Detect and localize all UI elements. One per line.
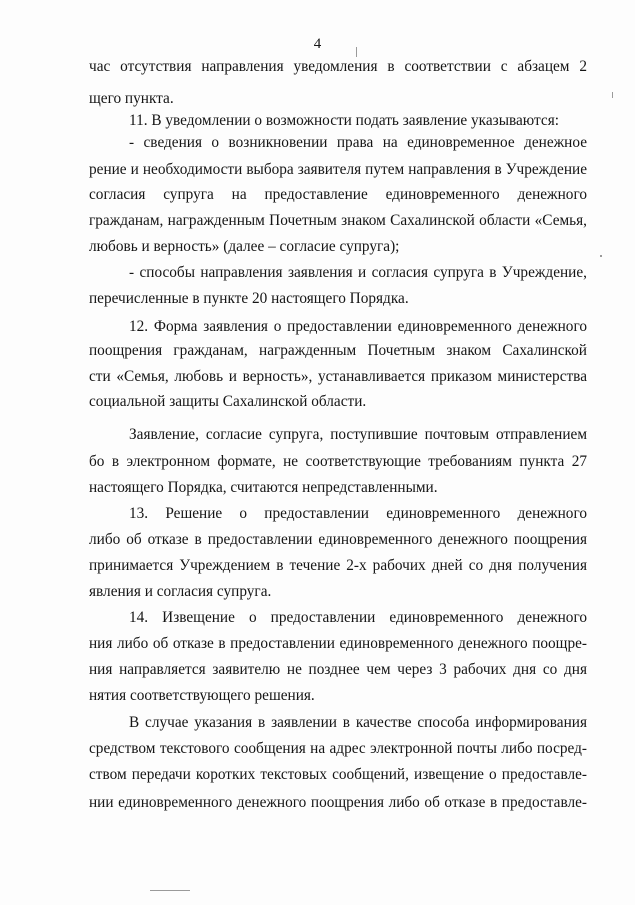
text-line: ния направляется заявителю не позднее чем через 3 рабочих дня со дня	[89, 661, 587, 678]
text-line: - сведения о возникновении права на единовременное денежное	[129, 134, 587, 151]
text-line: 12. Форма заявления о предоставлении единовременного денежного	[129, 318, 587, 335]
text-line: принимается Учреждением в течение 2-х рабочих дней со дня получения	[89, 557, 587, 574]
text-line: средством текстового сообщения на адрес электронной почты либо посред-	[89, 740, 587, 757]
text-line: поощрения гражданам, награжденным Почетным знаком Сахалинской	[89, 342, 587, 359]
text-line: нятия соответствующего решения.	[89, 687, 315, 704]
text-line: бо в электронном формате, не соответствующие требованиям пункта 27	[89, 453, 587, 470]
text-line: явления и согласия супруга.	[89, 583, 272, 600]
text-line: согласия супруга на предоставление единовременного денежного	[89, 186, 587, 203]
text-line: 13. Решение о предоставлении единовременного денежного	[129, 505, 587, 522]
text-line: щего пункта.	[89, 90, 174, 107]
text-line: рение и необходимости выбора заявителя путем направления в Учреждение	[89, 161, 587, 178]
scan-mark	[356, 47, 357, 57]
text-line: сти «Семья, любовь и верность», устанавливается приказом министерства	[89, 368, 587, 385]
scan-mark	[612, 92, 613, 98]
text-line: социальной защиты Сахалинской области.	[89, 393, 367, 410]
text-line: настоящего Порядка, считаются непредставленными.	[89, 479, 438, 496]
scan-mark	[600, 255, 602, 257]
text-line: ния либо об отказе в предоставлении единовременного денежного поощре-	[89, 635, 587, 652]
text-line: любовь и верность» (далее – согласие супруга);	[89, 238, 400, 255]
scan-mark	[150, 890, 190, 891]
page-number: 4	[313, 36, 322, 52]
text-line: гражданам, награжденным Почетным знаком Сахалинской области «Семья,	[89, 212, 587, 229]
text-line: - способы направления заявления и согласия супруга в Учреждение,	[129, 264, 587, 281]
text-line: ством передачи коротких текстовых сообщений, извещение о предоставле-	[89, 766, 587, 783]
text-line: В случае указания в заявлении в качестве способа информирования	[129, 714, 587, 731]
text-line: 14. Извещение о предоставлении единовременного денежного	[129, 609, 587, 626]
text-line: час отсутствия направления уведомления в соответствии с абзацем 2	[89, 58, 587, 75]
text-line: перечисленные в пункте 20 настоящего Порядка.	[89, 290, 409, 307]
text-line: нии единовременного денежного поощрения либо об отказе в предоставле-	[89, 794, 587, 811]
text-line: либо об отказе в предоставлении единовременного денежного поощрения	[89, 531, 587, 548]
text-line: Заявление, согласие супруга, поступившие почтовым отправлением	[129, 426, 587, 443]
text-line: 11. В уведомлении о возможности подать заявление указываются:	[129, 112, 559, 129]
